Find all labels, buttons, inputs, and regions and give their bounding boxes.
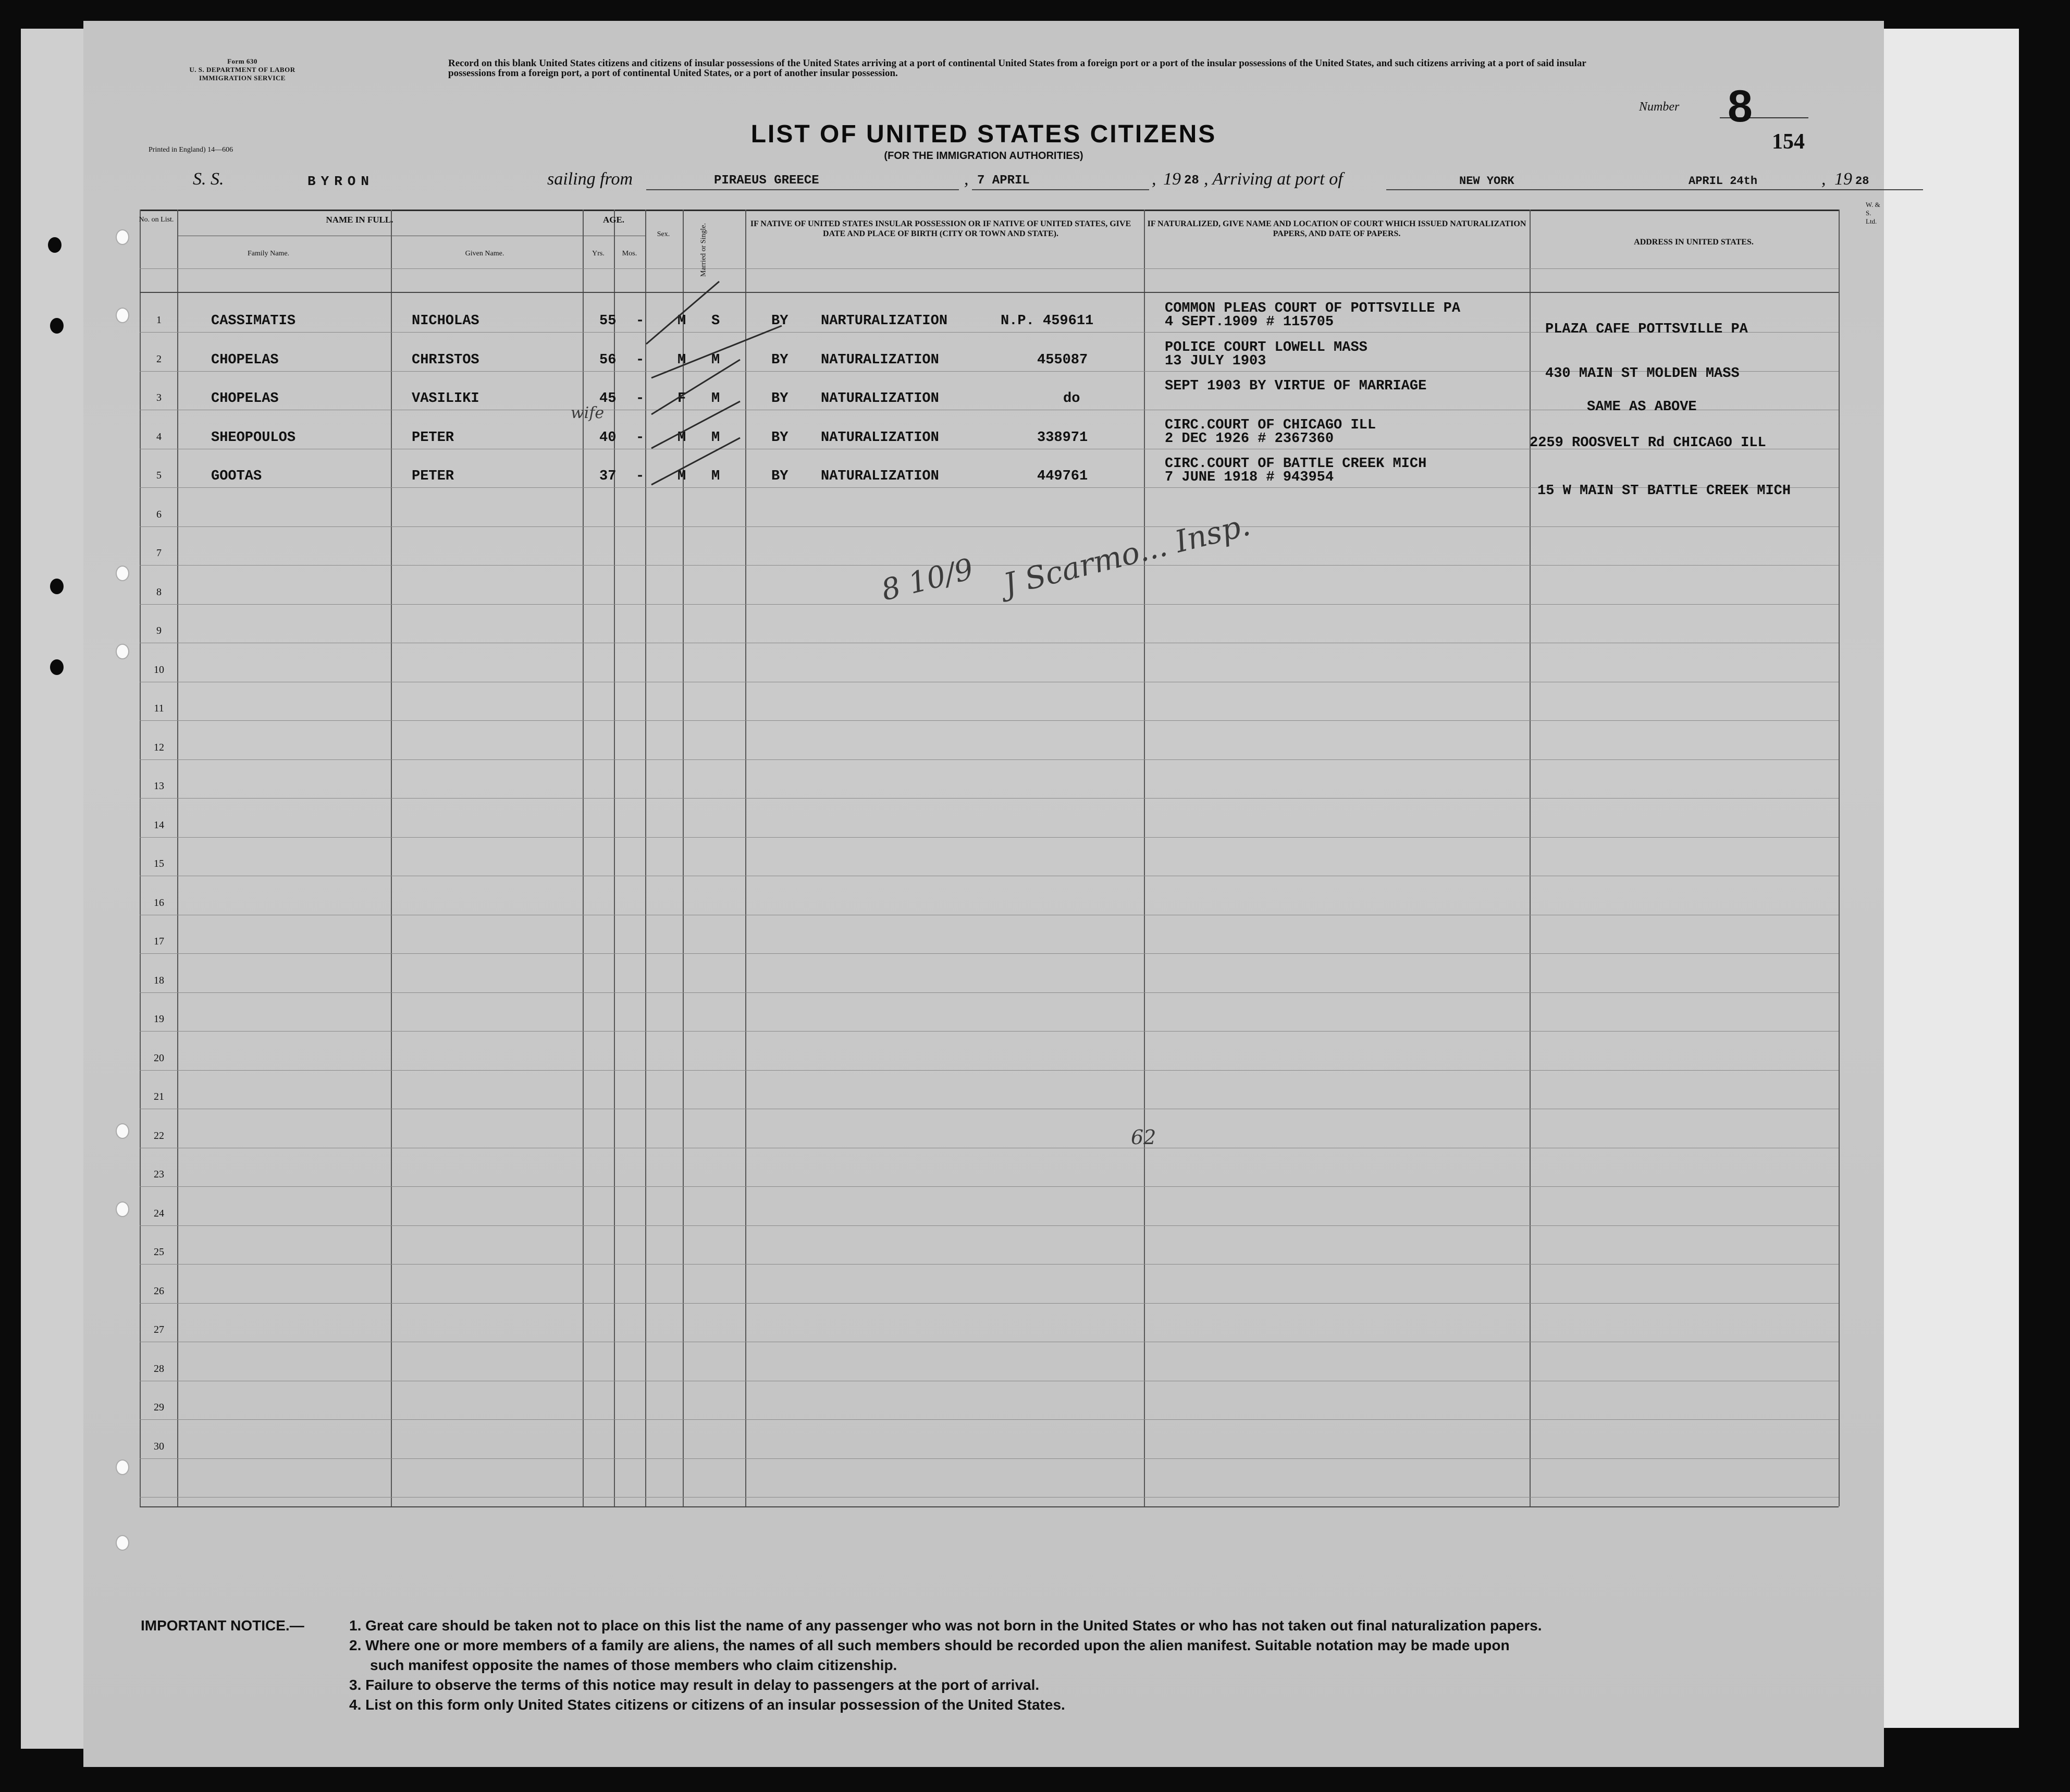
age-years-cell: 56	[599, 352, 617, 368]
court-cell: COMMON PLEAS COURT OF POTTSVILLE PA	[1165, 301, 1461, 316]
certificate-cell: do	[1063, 391, 1080, 407]
row-number: 17	[154, 936, 164, 947]
row-number: 19	[154, 1013, 164, 1025]
arriving-label: , Arriving at port of	[1204, 169, 1343, 189]
inspector-signature: J Scarmo... Insp.	[1000, 507, 1254, 603]
row-number: 27	[154, 1324, 164, 1335]
row-rule	[140, 759, 1839, 760]
col-header-naturalized: IF NATURALIZED, GIVE NAME AND LOCATION OF COURT WHICH ISSUED NATURALIZATION PAPERS, AND DATE OF PAPERS.	[1147, 219, 1526, 238]
row-number: 23	[154, 1169, 164, 1180]
handwritten-wife: wife	[571, 404, 605, 422]
row-number: 7	[156, 547, 162, 559]
address-cell: 2259 ROOSVELT Rd CHICAGO ILL	[1530, 435, 1766, 451]
family-name-cell: GOOTAS	[211, 469, 262, 484]
department-name: U. S. DEPARTMENT OF LABOR	[189, 66, 295, 73]
row-rule	[140, 1303, 1839, 1304]
row-number: 18	[154, 974, 164, 986]
binder-hole	[50, 318, 64, 334]
row-rule	[140, 526, 1839, 527]
row-number: 28	[154, 1363, 164, 1374]
row-number: 22	[154, 1130, 164, 1142]
binder-hole	[116, 308, 129, 323]
number-label: Number	[1639, 100, 1680, 114]
row-number: 21	[154, 1091, 164, 1102]
col-header-mos: Mos.	[622, 250, 637, 257]
row-number: 6	[156, 508, 162, 520]
row-rule	[140, 604, 1839, 605]
row-number: 8	[156, 586, 162, 598]
col-header-married: Married or Single.	[699, 223, 708, 277]
printer-mark: W. & S. Ltd.	[1866, 201, 1880, 225]
binder-hole	[116, 566, 129, 581]
notice-item-3: 3. Failure to observe the terms of this notice may result in delay to passengers at the port of arrival.	[349, 1677, 1040, 1693]
age-years-cell: 45	[599, 391, 617, 407]
table-bottom-rule	[140, 1506, 1839, 1507]
notice-item-4: 4. List on this form only United States citizens or citizens of an insular possession of the United States.	[349, 1697, 1065, 1713]
row-rule	[140, 992, 1839, 993]
row-number: 26	[154, 1285, 164, 1297]
binder-hole	[116, 1535, 129, 1551]
given-name-cell: VASILIKI	[412, 391, 479, 407]
court-cell: CIRC.COURT OF CHICAGO ILL	[1165, 417, 1376, 433]
court-date-cell: 7 JUNE 1918 # 943954	[1165, 470, 1334, 485]
row-rule	[140, 1497, 1839, 1498]
address-cell: PLAZA CAFE POTTSVILLE PA	[1545, 322, 1748, 337]
service-name: IMMIGRATION SERVICE	[199, 74, 286, 82]
row-number: 9	[156, 625, 162, 636]
row-rule	[140, 1225, 1839, 1226]
row-number: 10	[154, 664, 164, 676]
by-cell: BY	[771, 469, 788, 484]
naturalization-cell: NARTURALIZATION	[821, 313, 948, 329]
given-name-cell: NICHOLAS	[412, 313, 479, 329]
departure-year: 28	[1184, 174, 1199, 188]
row-number: 20	[154, 1052, 164, 1064]
arrival-date: APRIL 24th	[1689, 175, 1758, 188]
row-number: 5	[156, 470, 162, 481]
handwritten-mark: 62	[1131, 1126, 1156, 1149]
table-column-rule	[177, 210, 178, 1506]
given-name-cell: CHRISTOS	[412, 352, 479, 368]
court-date-cell: 4 SEPT.1909 # 115705	[1165, 314, 1334, 330]
row-number: 29	[154, 1402, 164, 1413]
age-months-cell: -	[636, 429, 645, 446]
by-cell: BY	[771, 429, 788, 446]
page-title: LIST OF UNITED STATES CITIZENS	[750, 120, 1217, 148]
manifest-sheet: Form 630 U. S. DEPARTMENT OF LABOR IMMIGRATION SERVICE Record on this blank United States citizens and citizens of insular possessions of the United States arriving at a port of continental United States from a foreign port or a port of the insular possessions of the United States, and such citizens arriving at a port of said insular possessions from a foreign port, a port of continental United States, or a port of another insular possession. Number 8 154 LIST OF UNITED STATES CITIZENS (FOR THE IMMIGRATION AUTHORITIES) Printed in England) 14—606 S. S. BYRON sailing from PIRAEUS GREECE , 7 APRIL , 19 28 , Arriving at port of NEW YORK APRIL 24th , 19 28 W. & S. Ltd. No. on List. NAME IN FULL. Family Name. Given Name. AGE. Yrs. Mos. Sex. Married or Single. IF NATIVE OF UNITED STATES INSULAR POSSESSION OR IF NATIVE OF UNITED STATES, GIVE DATE AND PLACE OF BIRTH (CITY OR TOWN AND STATE). IF NATURALIZED, GIVE NAME AND LOCATION OF COURT WHICH ISSUED NATURALIZATION PAPERS, AND DATE OF PAPERS. ADDRESS IN UNITED STATES. 1 2 3 4 5 6 7 8 9 10 11 12 13 14 15 16 17 18 19 20 21 22 23 24 25 26 27 28 29 30 CASSIMATIS NICHOLAS 55 - M S BY NARTURALIZATION N.P. 459611 COMMON PLEAS COURT OF POTTSVILLE PA 4 SEPT.1909 # 115705 PLAZA CAFE POTTSVILLE PA CHOPELAS CHRISTOS 56 - M M BY NATURALIZATION 455087 POLICE COURT LOWELL MASS 13 JULY 1903 430 MAIN ST MOLDEN MASS CHOPELAS VASILIKI 45 - F M BY NATURALIZATION do SEPT 1903 BY VIRTUE OF MARRIAGE SAME AS ABOVE SHEOPOULOS PETER 40 - M M BY NATURALIZATION 338971 CIRC.COURT OF CHICAGO ILL 2 DEC 1926 # 2367360 2259 ROOSVELT Rd CHICAGO ILL GOOTAS PETER 37 - M M BY NATURALIZATION 449761 CIRC.COURT OF BATTLE CREEK MICH 7 JUNE 1918 # 943954 15 W MAIN ST BATTLE CREEK MICH wife 8 10/9 J Scarmo... Insp. 62 IMPORTANT NOTICE.— 1. Great care should be taken not to place on this list the name of any passenger who was not born in the United States or who has not taken out final naturalization papers. 2. Where one or more members of a family are aliens, the names of all such members should be recorded upon the alien manifest. Suitable notation may be made upon such manifest opposite the names of those members who claim citizenship. 3. Failure to observe the terms of this notice may result in delay to passengers at the port of arrival. 4. List on this form only United States citizens or citizens of an insular possession of the United States.	[83, 21, 1884, 1767]
marital-status-cell: M	[711, 429, 720, 446]
col-header-native: IF NATIVE OF UNITED STATES INSULAR POSSESSION OR IF NATIVE OF UNITED STATES, GIVE DATE AND PLACE OF BIRTH (CITY OR TOWN AND STATE).	[750, 219, 1131, 238]
row-rule	[140, 953, 1839, 954]
address-cell: SAME AS ABOVE	[1587, 399, 1697, 415]
address-cell: 15 W MAIN ST BATTLE CREEK MICH	[1537, 483, 1791, 499]
certificate-cell: N.P. 459611	[1001, 313, 1094, 329]
age-years-cell: 55	[599, 313, 617, 329]
age-years-cell: 37	[599, 469, 617, 484]
header-rule	[140, 268, 1839, 269]
naturalization-cell: NATURALIZATION	[821, 352, 939, 368]
binder-hole	[116, 1459, 129, 1475]
by-cell: BY	[771, 313, 788, 329]
notice-label: IMPORTANT NOTICE.—	[141, 1617, 304, 1634]
row-number: 11	[154, 703, 164, 714]
row-rule	[140, 1458, 1839, 1459]
sex-cell: F	[677, 391, 686, 407]
notice-item-2: 2. Where one or more members of a family are aliens, the names of all such members should be recorded upon the alien manifest. Suitable notation may be made upon	[349, 1637, 1510, 1653]
family-name-cell: CHOPELAS	[211, 391, 279, 407]
ss-label: S. S.	[193, 169, 224, 189]
sex-cell: M	[677, 313, 686, 329]
row-rule	[140, 1070, 1839, 1071]
marital-status-cell: M	[711, 391, 720, 407]
naturalization-cell: NATURALIZATION	[821, 469, 939, 484]
age-months-cell: -	[636, 469, 645, 484]
form-number: Form 630	[227, 57, 257, 65]
table-top-rule	[140, 210, 1839, 211]
court-date-cell: 2 DEC 1926 # 2367360	[1165, 431, 1334, 447]
family-name-cell: CASSIMATIS	[211, 313, 296, 329]
court-cell: SEPT 1903 BY VIRTUE OF MARRIAGE	[1165, 378, 1427, 394]
notice-item-2-cont: such manifest opposite the names of those members who claim citizenship.	[370, 1657, 897, 1673]
binder-hole	[116, 1123, 129, 1139]
col-header-sex: Sex.	[657, 230, 670, 238]
row-number: 2	[156, 353, 162, 365]
table-column-rule	[391, 210, 392, 1506]
row-rule	[140, 1419, 1839, 1420]
naturalization-cell: NATURALIZATION	[821, 429, 939, 446]
certificate-cell: 338971	[1037, 429, 1088, 446]
row-rule	[140, 1186, 1839, 1187]
age-months-cell: -	[636, 313, 645, 329]
marital-status-cell: M	[711, 469, 720, 484]
header-rule	[140, 292, 1839, 293]
binder-hole	[50, 659, 64, 675]
row-number: 12	[154, 741, 164, 753]
age-months-cell: -	[636, 391, 645, 407]
by-cell: BY	[771, 391, 788, 407]
arrival-port: NEW YORK	[1459, 175, 1514, 188]
row-number: 4	[156, 431, 162, 443]
age-months-cell: -	[636, 352, 645, 368]
row-rule	[140, 1031, 1839, 1032]
row-number: 16	[154, 897, 164, 909]
sex-cell: M	[677, 352, 686, 368]
age-years-cell: 40	[599, 429, 617, 446]
form-header-block	[180, 57, 305, 82]
handwritten-fraction: 8 10/9	[878, 552, 977, 608]
binder-hole	[116, 229, 129, 245]
row-number: 13	[154, 780, 164, 792]
row-rule	[140, 837, 1839, 838]
departure-date: 7 APRIL	[977, 174, 1030, 188]
sex-cell: M	[677, 469, 686, 484]
page-number: 154	[1772, 130, 1805, 154]
certificate-cell: 455087	[1037, 352, 1088, 368]
given-name-cell: PETER	[412, 469, 454, 484]
court-cell: POLICE COURT LOWELL MASS	[1165, 339, 1367, 355]
col-header-age: AGE.	[602, 215, 625, 225]
row-number: 25	[154, 1246, 164, 1258]
sex-cell: M	[677, 429, 686, 446]
page-subtitle: (FOR THE IMMIGRATION AUTHORITIES)	[884, 150, 1083, 162]
sailing-label: sailing from	[547, 169, 633, 189]
given-name-cell: PETER	[412, 429, 454, 446]
ship-name: BYRON	[307, 174, 375, 189]
check-marks	[636, 266, 834, 511]
family-name-cell: CHOPELAS	[211, 352, 279, 368]
record-instructions: Record on this blank United States citizens and citizens of insular possessions of the United States arriving at a port of continental United States from a foreign port or a port of the insular possessions of the United States, and such citizens arriving at a port of said insular possessions from a foreign port, a port of continental United States, or a port of another insular possession.	[448, 58, 1586, 79]
row-number: 30	[154, 1440, 164, 1452]
binder-hole	[116, 644, 129, 659]
row-number: 1	[156, 314, 162, 326]
row-number: 15	[154, 858, 164, 869]
list-number: 8	[1728, 81, 1753, 131]
departure-port: PIRAEUS GREECE	[714, 174, 819, 188]
col-header-yrs: Yrs.	[592, 250, 605, 257]
family-name-cell: SHEOPOULOS	[211, 429, 296, 446]
binder-hole	[50, 579, 64, 594]
row-number: 14	[154, 819, 164, 831]
printed-note: Printed in England) 14—606	[149, 146, 233, 154]
notice-item-1: 1. Great care should be taken not to place on this list the name of any passenger who was not born in the United States or who has not taken out final naturalization papers.	[349, 1617, 1542, 1634]
table-column-rule	[1530, 210, 1531, 1506]
binder-hole	[48, 237, 61, 253]
arrival-year: 28	[1855, 175, 1869, 188]
row-number: 24	[154, 1207, 164, 1219]
col-header-family: Family Name.	[247, 250, 290, 257]
naturalization-cell: NATURALIZATION	[821, 391, 939, 407]
table-column-rule	[1839, 210, 1840, 1506]
col-header-name: NAME IN FULL.	[326, 215, 393, 225]
row-number: 3	[156, 392, 162, 403]
marital-status-cell: M	[711, 352, 720, 368]
marital-status-cell: S	[711, 313, 720, 329]
row-rule	[140, 798, 1839, 799]
address-cell: 430 MAIN ST MOLDEN MASS	[1545, 365, 1740, 382]
row-rule	[140, 720, 1839, 721]
certificate-cell: 449761	[1037, 469, 1088, 484]
court-date-cell: 13 JULY 1903	[1165, 353, 1266, 369]
row-rule	[140, 565, 1839, 566]
year-prefix: 19	[1163, 169, 1181, 189]
table-column-rule	[1144, 210, 1145, 1506]
binder-hole	[116, 1201, 129, 1217]
col-header-no: No. on List.	[139, 216, 174, 224]
by-cell: BY	[771, 352, 788, 368]
row-rule	[140, 1264, 1839, 1265]
col-header-address: ADDRESS IN UNITED STATES.	[1634, 238, 1754, 247]
col-header-given: Given Name.	[465, 250, 504, 257]
court-cell: CIRC.COURT OF BATTLE CREEK MICH	[1165, 456, 1427, 472]
